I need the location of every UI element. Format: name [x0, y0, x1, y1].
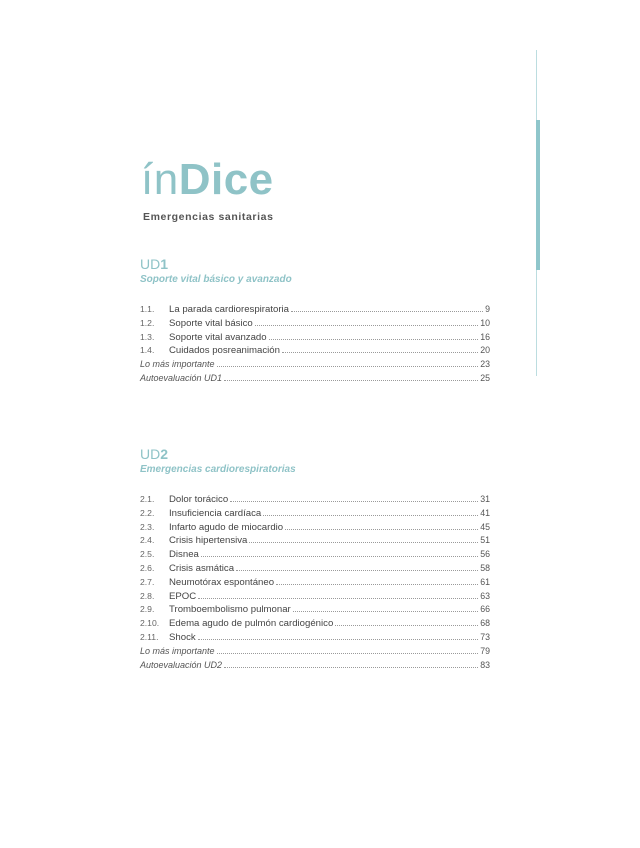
toc-entry-page: 16 [480, 331, 490, 342]
unit-number: 1 [160, 256, 169, 272]
toc-entry-number: 1.1. [140, 304, 155, 314]
toc-entry-title: La parada cardiorespiratoria [169, 304, 289, 315]
toc-entry-title: Dolor torácico [169, 494, 229, 505]
toc-entry-page: 51 [480, 535, 490, 546]
unit-name: Emergencias cardiorespiratorias [140, 464, 296, 475]
toc-entry-title: Autoevaluación UD1 [140, 372, 223, 383]
page-subtitle: Emergencias sanitarias [143, 211, 274, 223]
unit-label [140, 256, 490, 272]
dot-leader [230, 500, 478, 502]
toc-entry[interactable] [140, 603, 490, 617]
toc-entry-page: 61 [480, 576, 490, 587]
toc-entry-page: 63 [480, 590, 490, 601]
dot-leader [198, 638, 479, 640]
toc-entry-page: 66 [480, 604, 490, 615]
toc-entry-page: 73 [480, 631, 490, 642]
toc-entry[interactable] [140, 590, 490, 604]
toc-entry[interactable] [140, 507, 490, 521]
unit-label [140, 446, 490, 462]
toc-entry[interactable] [140, 562, 490, 576]
dot-leader [198, 597, 478, 599]
toc-entry-page: 23 [480, 359, 490, 370]
dot-leader [217, 652, 479, 654]
toc-entry-title: Disnea [169, 549, 199, 561]
toc-entry-number: 1.4. [140, 345, 155, 356]
toc-entry-title: Soporte vital avanzado [169, 331, 267, 343]
toc-entry-number: 2.5. [140, 549, 155, 560]
toc-entry-title: Crisis asmática [169, 562, 235, 574]
dot-leader [201, 555, 478, 557]
toc-entry-number: 2.2. [140, 507, 155, 518]
toc-entry[interactable] [140, 317, 490, 331]
dot-leader [217, 365, 479, 367]
dot-leader [335, 624, 478, 626]
toc-entry-number: 2.8. [140, 590, 155, 601]
unit-prefix: UD [140, 256, 161, 272]
toc-entry-title: Soporte vital básico [169, 317, 253, 329]
toc-entry-page: 68 [480, 618, 490, 629]
toc-entry-number: 2.11. [140, 631, 159, 642]
dot-leader [224, 666, 478, 668]
toc-entry-page: 58 [480, 562, 490, 573]
toc-entry-number: 2.10. [140, 618, 160, 629]
toc-entry-title: Edema agudo de pulmón cardiogénico [169, 618, 334, 630]
toc-entry[interactable] [140, 659, 490, 673]
toc-entry[interactable] [140, 521, 490, 535]
toc-entry-title: Autoevaluación UD2 [140, 659, 223, 670]
dot-leader [282, 351, 478, 353]
toc-entry[interactable] [140, 493, 490, 507]
toc-entry[interactable] [140, 631, 490, 645]
toc-entry-title: Tromboembolismo pulmonar [169, 604, 291, 616]
toc-entry-page: 41 [480, 507, 490, 518]
toc-entry[interactable] [140, 617, 490, 631]
dot-leader [224, 379, 478, 381]
toc-entry-number: 1.2. [140, 317, 155, 328]
dot-leader [285, 528, 478, 530]
dot-leader [269, 338, 479, 340]
vertical-accent-bar [536, 120, 540, 270]
toc-entry[interactable] [140, 576, 490, 590]
toc-entry-title: Shock [169, 631, 196, 643]
unit-section-2 [140, 446, 490, 672]
toc-entry-number: 1.3. [140, 331, 155, 342]
dot-leader [276, 583, 478, 585]
toc-entry-title: Insuficiencia cardíaca [169, 507, 262, 519]
toc-entry[interactable] [140, 303, 490, 317]
toc-entry-page: 10 [480, 317, 490, 328]
dot-leader [236, 569, 478, 571]
toc-entry-title: Cuidados posreanimación [169, 345, 280, 357]
toc-list [140, 303, 490, 386]
page-title-prefix: ín [141, 155, 179, 204]
unit-name: Soporte vital básico y avanzado [140, 274, 292, 285]
toc-list [140, 493, 490, 672]
dot-leader [249, 541, 478, 543]
page-title [141, 155, 274, 205]
toc-entry-title: EPOC [169, 590, 197, 602]
toc-entry-number: 2.1. [140, 494, 155, 504]
dot-leader [255, 324, 478, 326]
dot-leader [291, 310, 483, 312]
toc-entry-title: Lo más importante [140, 359, 215, 370]
toc-entry[interactable] [140, 534, 490, 548]
toc-entry-title: Lo más importante [140, 645, 215, 656]
dot-leader [293, 610, 478, 612]
toc-entry[interactable] [140, 331, 490, 345]
dot-leader [263, 514, 478, 516]
toc-entry-title: Neumotórax espontáneo [169, 576, 275, 588]
toc-entry-number: 2.3. [140, 521, 155, 532]
toc-entry[interactable] [140, 372, 490, 386]
toc-entry[interactable] [140, 645, 490, 659]
toc-entry-number: 2.4. [140, 535, 155, 546]
page-title-suffix: Dice [178, 155, 274, 204]
toc-entry-page: 56 [480, 549, 490, 560]
toc-entry[interactable] [140, 358, 490, 372]
unit-number: 2 [160, 446, 169, 462]
toc-entry[interactable] [140, 548, 490, 562]
toc-entry-page: 45 [480, 521, 490, 532]
toc-entry-title: Crisis hipertensiva [169, 535, 248, 547]
toc-entry-number: 2.6. [140, 562, 155, 573]
toc-entry-number: 2.9. [140, 604, 155, 615]
toc-entry-page: 9 [485, 304, 490, 314]
toc-entry-page: 20 [480, 345, 490, 356]
toc-entry-page: 79 [480, 645, 490, 656]
unit-prefix: UD [140, 446, 161, 462]
unit-section-1 [140, 256, 490, 386]
toc-entry-title: Infarto agudo de miocardio [169, 521, 284, 533]
toc-entry-number: 2.7. [140, 576, 155, 587]
toc-entry-page: 83 [480, 659, 490, 670]
toc-entry-page: 31 [480, 494, 490, 504]
toc-entry[interactable] [140, 344, 490, 358]
toc-entry-page: 25 [480, 372, 490, 383]
